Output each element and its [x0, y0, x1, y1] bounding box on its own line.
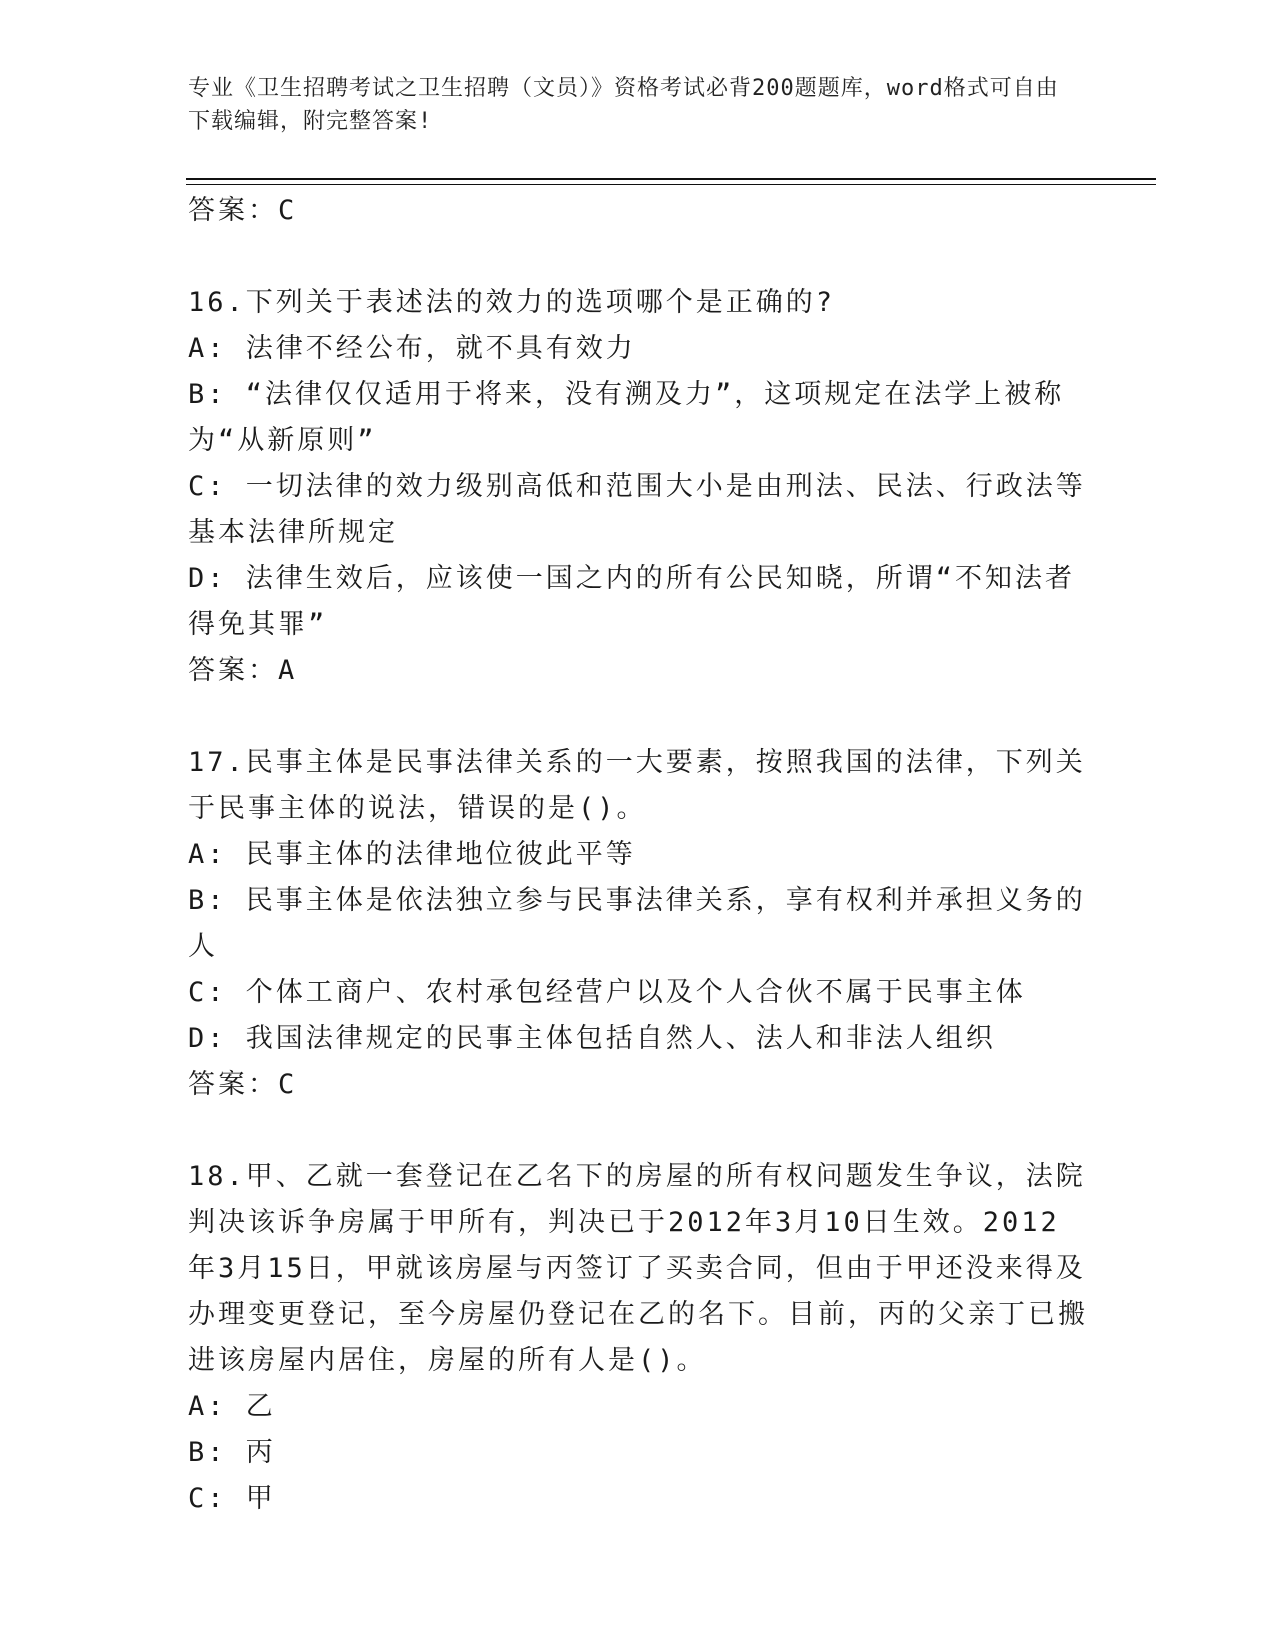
option-b: B: 民事主体是依法独立参与民事法律关系，享有权利并承担义务的人 [188, 885, 1086, 962]
answer-line: 答案：C [188, 1069, 298, 1100]
header-rule-thin [186, 184, 1156, 185]
option-a: A: 法律不经公布，就不具有效力 [188, 333, 636, 364]
option-c: C: 甲 [188, 1483, 276, 1514]
question-17 [188, 740, 1088, 1108]
question-stem: 17.民事主体是民事法律关系的一大要素，按照我国的法律，下列关于民事主体的说法，错误的是()。 [188, 747, 1086, 824]
document-header: 专业《卫生招聘考试之卫生招聘（文员）》资格考试必背200题题库，word格式可自由下载编辑，附完整答案! [188, 76, 1059, 134]
question-stem: 16.下列关于表述法的效力的选项哪个是正确的? [188, 287, 836, 318]
option-d: D: 我国法律规定的民事主体包括自然人、法人和非法人组织 [188, 1023, 996, 1054]
option-d: D: 法律生效后，应该使一国之内的所有公民知晓，所谓“不知法者得免其罪” [188, 563, 1076, 640]
header-rule-thick [186, 178, 1156, 180]
question-stem: 18.甲、乙就一套登记在乙名下的房屋的所有权问题发生争议，法院判决该诉争房属于甲所有，判决已于2012年3月10日生效。2012年3月15日，甲就该房屋与丙签订了买卖合同，但由于甲还没来得及办理变更登记，至今房屋仍登记在乙的名下。目前，丙的父亲丁已搬进该房屋内居住，房屋的所有人是()。 [188, 1161, 1088, 1376]
answer-line: 答案：C [188, 195, 298, 226]
option-a: A: 民事主体的法律地位彼此平等 [188, 839, 636, 870]
document-body [188, 188, 1088, 1522]
question-18 [188, 1154, 1088, 1522]
option-c: C: 个体工商户、农村承包经营户以及个人合伙不属于民事主体 [188, 977, 1026, 1008]
option-a: A: 乙 [188, 1391, 276, 1422]
answer-line: 答案：A [188, 655, 298, 686]
option-b: B: “法律仅仅适用于将来，没有溯及力”，这项规定在法学上被称为“从新原则” [188, 379, 1065, 456]
option-c: C: 一切法律的效力级别高低和范围大小是由刑法、民法、行政法等基本法律所规定 [188, 471, 1086, 548]
option-b: B: 丙 [188, 1437, 276, 1468]
question-16 [188, 280, 1088, 694]
